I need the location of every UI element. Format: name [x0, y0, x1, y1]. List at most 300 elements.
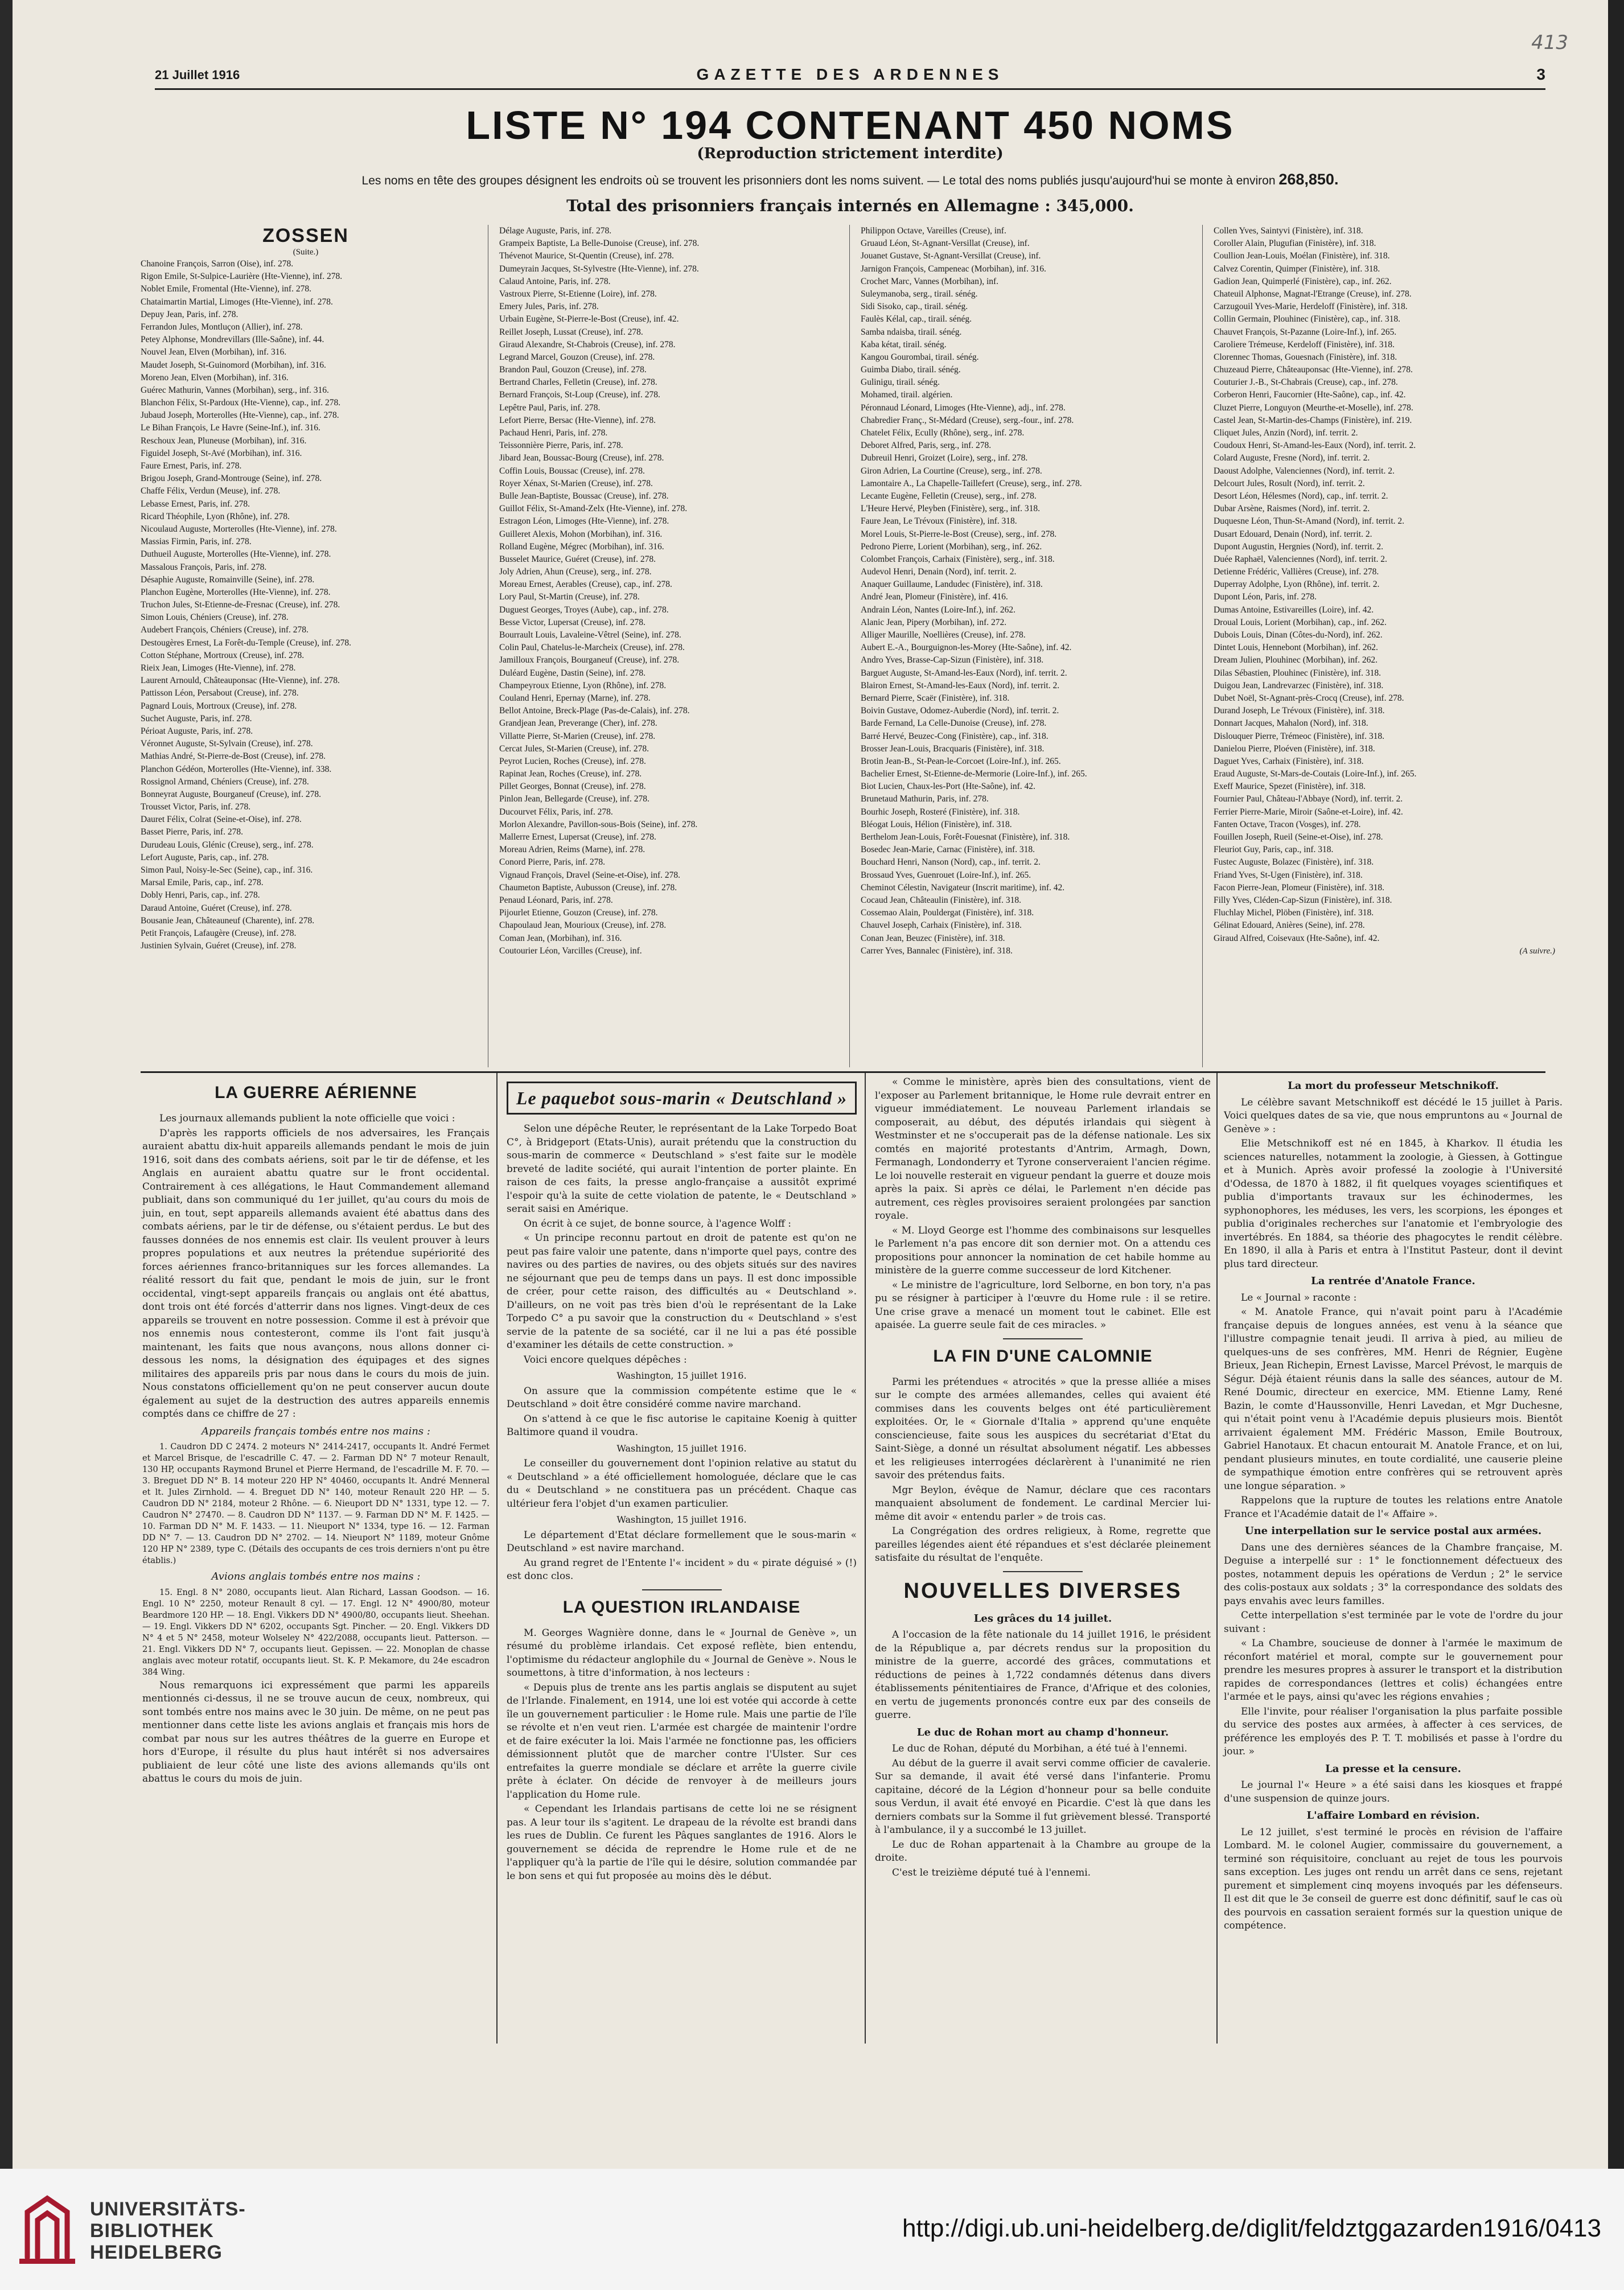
article-paragraph: Le duc de Rohan appartenait à la Chambre au groupe de la droite. — [875, 1839, 1211, 1864]
prisoner-entry: Calaud Antoine, Paris, inf. 278. — [499, 276, 611, 286]
prisoner-entry: Berthelom Jean-Louis, Forêt-Fouesnat (Finistère), inf. 318. — [861, 832, 1070, 842]
scan-edge-right — [1608, 0, 1624, 2169]
article-subheading: La mort du professeur Metschnikoff. — [1288, 1080, 1499, 1092]
prisoner-entry: Faure Jean, Le Trévoux (Finistère), inf. 318. — [861, 516, 1017, 527]
prisoner-entry: Bourhic Joseph, Rosteré (Finistère), inf. 318. — [861, 807, 1020, 817]
prisoner-entry: Bléogat Louis, Hélion (Finistère), inf. 318. — [861, 819, 1012, 829]
prisoner-entry: Bellot Antoine, Breck-Plage (Pas-de-Calais), inf. 278. — [499, 706, 690, 716]
article-subheading: Avions anglais tombés entre nos mains : — [211, 1570, 421, 1582]
prisoner-entry: Jamilloux François, Bourganeuf (Creuse), inf. 278. — [499, 655, 680, 665]
article-paragraph: Au grand regret de l'Entente l'« incident » du « pirate déguisé » (!) est donc clos. — [507, 1557, 857, 1582]
prisoner-entry: Cercat Jules, St-Marien (Creuse), inf. 278. — [499, 743, 649, 754]
prisoner-entry: Chabredier Franç., St-Médard (Creuse), serg.-four., inf. 278. — [861, 415, 1074, 425]
prisoner-entry: Chataimartin Martial, Limoges (Hte-Vienne), inf. 278. — [141, 297, 333, 307]
prisoner-entry: Massalous François, Paris, inf. 278. — [141, 562, 267, 572]
prisoner-entry: Rossignol Armand, Chéniers (Creuse), inf. 278. — [141, 776, 309, 787]
prisoner-entry: Sidi Sisoko, cap., tirail. sénég. — [861, 302, 968, 312]
prisoner-entry: Delcourt Jules, Rosult (Nord), inf. territ. 2. — [1214, 478, 1365, 488]
article-subheading: Appareils français tombés entre nos mains : — [202, 1425, 430, 1437]
article-paragraph: C'est le treizième député tué à l'ennemi. — [892, 1866, 1091, 1878]
prisoner-entry: Rolland Eugène, Mégrec (Morbihan), inf. 316. — [499, 541, 664, 552]
prisoner-entry: Barguet Auguste, St-Amand-les-Eaux (Nord), inf. territ. 2. — [861, 668, 1067, 678]
prisoner-entry: Estragon Léon, Limoges (Hte-Vienne), inf. 278. — [499, 516, 669, 527]
prisoner-entry: Friand Yves, St-Ugen (Finistère), inf. 318. — [1214, 870, 1363, 880]
prisoner-entry: Dobly Henri, Paris, cap., inf. 278. — [141, 890, 260, 901]
prisoner-entry: Duléard Eugène, Dastin (Seine), inf. 278. — [499, 668, 646, 678]
prisoner-entry: Désaphie Auguste, Romainville (Seine), inf. 278. — [141, 574, 315, 585]
prisoner-entry: Andrain Léon, Nantes (Loire-Inf.), inf. 262. — [861, 605, 1016, 615]
prisoner-entry: Marsal Emile, Paris, cap., inf. 278. — [141, 878, 264, 888]
article-paragraph: « La Chambre, soucieuse de donner à l'armée le maximum de réconfort matériel et moral, compte sur le gouvernement pour prendre les mesures propres à assurer le transport et la distribution rapides de correspondances (lettres et colis) échangées entre l'armée et le pays, ainsi qu'avec les régions envahies ; — [1224, 1638, 1563, 1703]
names-column-3 — [861, 225, 1185, 957]
prisoner-entry: Dubet Noël, St-Agnant-près-Crocq (Creuse), inf. 278. — [1214, 693, 1404, 703]
prisoner-entry: Daguet Yves, Carhaix (Finistère), inf. 318. — [1214, 756, 1364, 766]
prisoner-entry: Chaffe Félix, Verdun (Meuse), inf. 278. — [141, 486, 281, 496]
article-paragraph: « Depuis plus de trente ans les partis anglais se disputent au sujet de l'Irlande. Finalement, en 1914, une loi est votée qui accorde à cette île un gouvernement particulier : le Home rule. Mais une partie de l'île se révolte et n'en veut rien. L'armée est chargée de maintenir l'ordre et de faire exécuter la loi. Mais l'armée ne fonctionne pas, les officiers démissionnent plutôt que de marcher contre l'Ulster. Sur ces entrefaites la guerre mondiale se déclare et arrête la guerre civile prête à éclater. On décide de renvoyer à de meilleurs jours l'application du Home rule. — [507, 1681, 857, 1800]
prisoner-entry: Brandon Paul, Gouzon (Creuse), inf. 278. — [499, 365, 647, 375]
prisoner-entry: Bouchard Henri, Nanson (Nord), cap., inf. territ. 2. — [861, 857, 1041, 868]
camp-heading: ZOSSEN — [262, 225, 349, 246]
prisoner-entry: Depuy Jean, Paris, inf. 278. — [141, 309, 239, 319]
prisoner-entry: Brossaud Yves, Guenrouet (Loire-Inf.), inf. 265. — [861, 870, 1031, 880]
prisoner-entry: Noblet Emile, Fromental (Hte-Vienne), inf. 278. — [141, 284, 311, 294]
prisoner-entry: Rieix Jean, Limoges (Hte-Vienne), inf. 278. — [141, 663, 296, 673]
prisoner-entry: Cossemao Alain, Pouldergat (Finistère), inf. 318. — [861, 908, 1034, 918]
article-paragraph: Le 12 juillet, s'est terminé le procès en révision de l'affaire Lombard. M. le colonel Augier, commissaire du gouvernement, a terminé son réquisitoire, concluant au rejet de tous les pourvois sans exception. Les juges ont rendu un arrêt dans ce sens, rejetant purement et simplement cinq moyens invoqués par les défenseurs. Il est dit que le 3e conseil de guerre est donc définitif, sauf le cas où des pourvois en cassation seraient formés sur la question unique de compétence. — [1224, 1826, 1563, 1931]
names-list — [499, 225, 818, 957]
dateline: Washington, 15 juillet 1916. — [616, 1370, 747, 1381]
separator — [642, 1589, 722, 1590]
prisoner-entry: Guilleret Alexis, Mohon (Morbihan), inf. 316. — [499, 529, 663, 539]
prisoner-entry: Lebasse Ernest, Paris, inf. 278. — [141, 499, 250, 509]
article-paragraph: Le « Journal » raconte : — [1241, 1292, 1357, 1304]
library-name-line: BIBLIOTHEK — [90, 2220, 214, 2242]
prisoner-entry: Duquesne Léon, Thun-St-Amand (Nord), inf. territ. 2. — [1214, 516, 1405, 527]
prisoner-entry: Duigou Jean, Landrevarzec (Finistère), inf. 318. — [1214, 680, 1384, 690]
article-paragraph: Elle l'invite, pour réaliser l'organisation la plus parfaite possible du service des postes aux armées, à affecter à ces services, de préférence les employés des P. T. T. mobilisés et passe à l'ordre du jour. » — [1224, 1705, 1563, 1757]
article-paragraph: A l'occasion de la fête nationale du 14 juillet 1916, le président de la République a, par décrets rendus sur la proposition du ministre de la guerre, accordé des grâces, commutations et réductions de peines à 1,722 condamnés détenus dans divers établissements pénitentiaires de France, d'Afrique et des colonies, en vertu de jugements prononcés contre eux par des conseils de guerre. — [875, 1629, 1211, 1721]
prisoner-entry: Biot Lucien, Chaux-les-Port (Hte-Saône), inf. 42. — [861, 782, 1035, 792]
dateline: Washington, 15 juillet 1916. — [616, 1514, 747, 1525]
prisoner-entry: Délage Auguste, Paris, inf. 278. — [499, 226, 612, 236]
prisoner-entry: Mallerre Ernest, Lupersat (Creuse), inf. 278. — [499, 832, 656, 842]
list-title: LISTE N° 194 CONTENANT 450 NOMS — [466, 103, 1235, 147]
prisoner-entry: Duguest Georges, Troyes (Aube), cap., inf. 278. — [499, 605, 669, 615]
prisoner-entry: Champeyroux Etienne, Lyon (Rhône), inf. 278. — [499, 680, 667, 690]
article-guerre-aerienne — [142, 1076, 490, 1787]
prisoner-entry: Eraud Auguste, St-Mars-de-Coutais (Loire-Inf.), inf. 265. — [1214, 769, 1417, 779]
article-paragraph: Le journal l'« Heure » a été saisi dans les kiosques et frappé d'une suspension de quinze jours. — [1224, 1779, 1563, 1804]
prisoner-entry: Destougères Ernest, La Forêt-du-Temple (Creuse), inf. 278. — [141, 638, 351, 648]
prisoner-entry: Mohamed, tirail. algérien. — [861, 390, 953, 400]
prisoner-entry: Lamontaire A., La Chapelle-Taillefert (Creuse), serg., inf. 278. — [861, 478, 1082, 488]
prisoner-entry: Bernard François, St-Loup (Creuse), inf. 278. — [499, 390, 660, 400]
article-subheading: Le duc de Rohan mort au champ d'honneur. — [916, 1726, 1169, 1738]
article-paragraph: Elie Metschnikoff est né en 1845, à Kharkov. Il étudia les sciences naturelles, notamment la zoologie, à Giessen, à Gottingue et à Munich. Après avoir professé la zoologie à l'Université d'Odessa, de 1870 à 1882, il fit quelques voyages scientifiques et publia d'importants travaux sur les échinodermes, les syphonophores, les méduses, les vers, les scorpions, les éponges et publia d'originales recherches sur l'anatomie et l'embryologie des invertébrés. En 1884, sa théorie des phagocytes le rendit célèbre. En 1890, il alla à Paris et entra à l'Institut Pasteur, dont il devint plus tard directeur. — [1224, 1138, 1563, 1270]
column-rule — [849, 225, 850, 1067]
column-rule — [1216, 1073, 1218, 2044]
article-headline: LA FIN D'UNE CALOMNIE — [933, 1346, 1153, 1366]
prisoner-entry: Dislouquer Pierre, Trémeoc (Finistère), inf. 318. — [1214, 731, 1385, 741]
prisoner-entry: Collen Yves, Saintyvi (Finistère), inf. 318. — [1214, 226, 1363, 236]
article-paragraph: Mgr Beylon, évêque de Namur, déclare que ces racontars manquaient absolument de fondement. Le cardinal Mercier lui-même dit avoir « entendu parler » de trois cas. — [875, 1484, 1211, 1523]
prisoner-entry: Deboret Alfred, Paris, serg., inf. 278. — [861, 441, 992, 451]
prisoner-entry: Couland Henri, Epernay (Marne), inf. 278. — [499, 693, 651, 703]
article-paragraph: Nous remarquons ici expressément que parmi les appareils mentionnés ci-dessus, il ne se trouve aucun de ceux, nombreux, qui sont tombés entre nos mains avec le 30 juin. De même, on ne peut pas mentionner dans cette liste les avions anglais et français mis hors de combat par nous sur les autres théâtres de la guerre en Europe et hors d'Europe, il résulte du plus haut intérêt si nos adversaires publiaient de leur côté une liste des avions allemands qu'ils ont abattus le cours du mois de juin. — [142, 1679, 490, 1785]
prisoner-entry: Bulle Jean-Baptiste, Boussac (Creuse), inf. 278. — [499, 491, 669, 501]
prisoner-entry: Villatte Pierre, St-Marien (Creuse), inf. 278. — [499, 731, 656, 741]
prisoner-entry: Guimba Diabo, tirail. sénég. — [861, 365, 961, 375]
article-paragraph: Le conseiller du gouvernement dont l'opinion relative au statut du « Deutschland » a été officiellement homologuée, déclare que le cas du « Deutschland » ne constituera pas un précédent. Chaque cas ultérieur fera l'objet d'un examen particulier. — [507, 1458, 857, 1510]
prisoner-entry: Colin Paul, Chatelus-le-Marcheix (Creuse), inf. 278. — [499, 643, 685, 653]
prisoner-entry: Nicoulaud Auguste, Morterolles (Hte-Vienne), inf. 278. — [141, 524, 337, 534]
article-paragraph: « M. Anatole France, qui n'avait point paru à l'Académie française depuis de longues années, est venu à la séance que l'illustre compagnie tenait jeudi. Il arriva à pied, au milieu de quelques-uns de ses confrères, MM. Henri de Régnier, Eugène Brieux, Jean Richepin, Ernest Lavisse, Marcel Prévost, le marquis de Ségur. Déjà étaient réunis dans la salle des séances, autour de M. René Doumic, directeur en exercice, MM. Etienne Lamy, René Bazin, le comte d'Haussonville, Henri Lavedan, et Mgr Duchesne, qui n'était point venu à l'Académie depuis plusieurs mois. Bientôt arrivaient également MM. Frédéric Masson, Emile Boutroux, Gabriel Hanotaux. Et chacun entourait M. Anatole France, et on lui, pendant plusieurs minutes, en toute cordialité, une causerie pleine de sympathique émotion entre confrères qui se retrouvent après une longue séparation. » — [1224, 1306, 1563, 1492]
prisoner-entry: Danielou Pierre, Ploéven (Finistère), inf. 318. — [1214, 743, 1375, 754]
prisoner-entry: Cotton Stéphane, Mortroux (Creuse), inf. 278. — [141, 650, 305, 660]
prisoner-entry: Fournier Paul, Château-l'Abbaye (Nord), inf. territ. 2. — [1214, 794, 1403, 804]
prisoner-entry: Alanic Jean, Pipery (Morbihan), inf. 272. — [861, 617, 1007, 627]
prisoner-entry: Conord Pierre, Paris, inf. 278. — [499, 857, 605, 868]
prisoner-entry: Kangou Gourombai, tirail. sénég. — [861, 352, 979, 362]
article-paragraph: Parmi les prétendues « atrocités » que la presse alliée a mises sur le compte des armées allemandes, celles qui avaient été commises dans les couvents belges ont été particulièrement exploitées. Or, le « Giornale d'Italia » apprend qu'une enquête consciencieuse, faite sous les auspices du secrétariat d'Etat du Saint-Siège, a donné un résultat absolument négatif. Les abbesses et les religieuses interrogées déclarèrent à l'unanimité ne rien savoir des prétendus faits. — [875, 1376, 1211, 1481]
prisoner-entry: Cluzet Pierre, Longuyon (Meurthe-et-Moselle), inf. 278. — [1214, 402, 1413, 413]
prisoner-entry: Corberon Henri, Faucornier (Hte-Saône), cap., inf. 42. — [1214, 390, 1406, 400]
scan-edge-left — [0, 0, 13, 2169]
prisoner-entry: Chaumeton Baptiste, Aubusson (Creuse), inf. 278. — [499, 882, 677, 893]
article-paragraph: Le duc de Rohan, député du Morbihan, a été tué à l'ennemi. — [892, 1743, 1187, 1754]
prisoner-entry: Pillet Georges, Bonnat (Creuse), inf. 278. — [499, 782, 646, 792]
names-column-4 — [1214, 225, 1555, 957]
separator — [1003, 1571, 1083, 1572]
section-divider — [141, 1071, 1545, 1073]
prisoner-entry: Bourrault Louis, Lavaleine-Vêtrel (Seine), inf. 278. — [499, 630, 681, 640]
article-paragraph: 1. Caudron DD C 2474. 2 moteurs N° 2414-2417, occupants lt. André Fermet et Marcel Brisque, de l'escadrille C. 47. — 2. Farman DD N° 7 moteur Renault, 130 HP, occupants Raymond Brunel et Pierre Hermand, de l'escadrille M. F. 70. — 3. Breguet DD N° B. 14 moteur 220 HP N° 40460, occupants lt. André Menneral et lt. Jules Zirnhold. — 4. Breguet DD N° 140, moteur Renault 220 HP. — 5. Caudron DD N° 2184, moteur 2 Rhône. — 6. Nieuport DD N° 1331, type 12. — 7. Caudron N° 27470. — 8. Caudron DD N° 1137. — 9. Farman DD N° M. F. 1425. — 10. Farman DD N° M. F. 1433. — 11. Nieuport N° 1334, type 16. — 12. Farman DD N° 7. — 13. Caudron DD N° 2702. — 14. Nieuport N° 1189, moteur Gnôme 120 HP N° 2389, type C. (Détails des occupants de ces trois derniers n'ont pu être établis.) — [142, 1442, 490, 1565]
prisoner-entry: Droual Louis, Lorient (Morbihan), cap., inf. 262. — [1214, 617, 1387, 627]
prisoner-entry: Pinlon Jean, Bellegarde (Creuse), inf. 278. — [499, 794, 649, 804]
prisoner-entry: Daraud Antoine, Guéret (Creuse), inf. 278. — [141, 903, 292, 913]
issue-date: 21 Juillet 1916 — [155, 68, 240, 82]
prisoner-entry: Colard Auguste, Fresne (Nord), inf. territ. 2. — [1214, 453, 1370, 463]
article-paragraph: Cette interpellation s'est terminée par le vote de l'ordre du jour suivant : — [1224, 1610, 1563, 1635]
article-paragraph: « Un principe reconnu partout en droit de patente est qu'on ne peut pas faire valoir une patente, dans n'importe quel pays, contre des navires ou des parties de navires, ou des objets situés sur des navires ne séjournant que peu de temps dans un pays. Il est donc impossible de créer, pour cette raison, des difficultés au « Deutschland ». D'ailleurs, on ne voit pas très bien d'où le représentant de la Lake Torpedo C° a pu savoir que la construction du « Deutschland » s'est servie de la patente de sa société, car il ne lui a pas été possible d'examiner les détails de cette construction. » — [507, 1232, 857, 1351]
page-number: 3 — [1536, 65, 1545, 83]
prisoner-entry: Gruaud Léon, St-Agnant-Versillat (Creuse), inf. — [861, 239, 1030, 249]
prisoner-entry: Teissonnière Pierre, Paris, inf. 278. — [499, 441, 623, 451]
prisoner-entry: Anaquer Guillaume, Landudec (Finistère), inf. 318. — [861, 579, 1043, 590]
prisoner-entry: Petey Alphonse, Mondrevillars (Ille-Saône), inf. 44. — [141, 335, 324, 345]
masthead — [155, 65, 1545, 90]
prisoner-entry: Morlon Alexandre, Pavillon-sous-Bois (Seine), inf. 278. — [499, 819, 698, 829]
prisoner-entry: Joly Adrien, Ahun (Creuse), serg., inf. 278. — [499, 567, 652, 577]
prisoner-entry: Jarnigon François, Campeneac (Morbihan), inf. 316. — [861, 264, 1046, 274]
prisoner-entry: Pedrono Pierre, Lorient (Morbihan), serg., inf. 262. — [861, 541, 1042, 552]
prisoner-entry: Chauvel Joseph, Carhaix (Finistère), inf. 318. — [861, 920, 1022, 931]
prisoner-entry: Chauvet François, St-Pazanne (Loire-Inf.), inf. 265. — [1214, 327, 1397, 337]
notice-total: 268,850. — [1278, 171, 1339, 188]
prisoner-entry: Kaba kétat, tirail. sénég. — [861, 339, 947, 350]
prisoner-entry: Justinien Sylvain, Guéret (Creuse), inf. 278. — [141, 941, 297, 951]
list-notice — [155, 171, 1545, 188]
prisoner-entry: Clorennec Thomas, Gouesnach (Finistère), inf. 318. — [1214, 352, 1397, 362]
prisoner-entry: Fouillen Joseph, Rueil (Seine-et-Oise), inf. 278. — [1214, 832, 1383, 842]
article-paragraph: « M. Lloyd George est l'homme des combinaisons sur lesquelles le Parlement n'a pas encore dit son dernier mot. On a attendu ces propositions pour annoncer la nomination de cet habile homme au ministère de la guerre comme successeur de lord Kitchener. — [875, 1224, 1211, 1276]
prisoner-entry: Audevol Henri, Denain (Nord), inf. territ. 2. — [861, 567, 1017, 577]
prisoner-entry: Dupont Léon, Paris, inf. 278. — [1214, 592, 1317, 602]
prisoner-entry: Grampeix Baptiste, La Belle-Dunoise (Creuse), inf. 278. — [499, 239, 700, 249]
prisoner-entry: Suleymanoba, serg., tirail. sénég. — [861, 289, 978, 299]
names-column-2 — [499, 225, 818, 957]
notice-text: Les noms en tête des groupes désignent les endroits où se trouvent les prisonniers dont les noms suivent. — Le total des noms publiés jusqu'aujourd'hui se monte à environ — [361, 174, 1276, 187]
prisoner-entry: Péronnaud Léonard, Limoges (Hte-Vienne), adj., inf. 278. — [861, 402, 1066, 413]
prisoner-entry: Royer Xénax, St-Marien (Creuse), inf. 278. — [499, 478, 653, 488]
prisoner-entry: Lepêtre Paul, Paris, inf. 278. — [499, 402, 601, 413]
prisoner-entry: Simon Louis, Chéniers (Creuse), inf. 278. — [141, 612, 289, 623]
prisoner-entry: Fleuriot Guy, Paris, cap., inf. 318. — [1214, 845, 1334, 855]
prisoner-entry: Dubar Arsène, Raismes (Nord), inf. territ. 2. — [1214, 504, 1370, 514]
prisoner-entry: Dubreuil Henri, Groizet (Loire), serg., inf. 278. — [861, 453, 1028, 463]
library-name-line: UNIVERSITÄTS- — [90, 2198, 246, 2220]
prisoner-entry: Gulinigu, tirail. sénég. — [861, 377, 940, 388]
prisoner-entry: Bousanie Jean, Châteauneuf (Charente), inf. 278. — [141, 915, 315, 926]
prisoner-entry: Crochet Marc, Vannes (Morbihan), inf. — [861, 276, 999, 286]
article-subheading: Les grâces du 14 juillet. — [973, 1612, 1112, 1625]
prisoner-entry: Besse Victor, Lupersat (Creuse), inf. 278. — [499, 617, 646, 627]
prisoner-entry: Dubois Louis, Dinan (Côtes-du-Nord), inf. 262. — [1214, 630, 1383, 640]
prisoner-entry: Couturier J.-B., St-Chabrais (Creuse), cap., inf. 278. — [1214, 377, 1398, 388]
prisoner-entry: Emery Jules, Paris, inf. 278. — [499, 302, 599, 312]
prisoner-entry: Guérec Mathurin, Vannes (Morbihan), serg., inf. 316. — [141, 385, 329, 395]
prisoner-entry: Périoat Auguste, Paris, inf. 278. — [141, 726, 253, 736]
names-list — [1214, 225, 1555, 945]
prisoner-entry: Blairon Ernest, St-Amand-les-Eaux (Nord), inf. territ. 2. — [861, 680, 1060, 690]
prisoner-entry: Philippon Octave, Vareilles (Creuse), inf. — [861, 226, 1006, 236]
article-headline: LA QUESTION IRLANDAISE — [562, 1597, 801, 1617]
prisoner-entry: Audebert François, Chéniers (Creuse), inf. 278. — [141, 625, 309, 635]
prisoner-entry: Dumas Antoine, Estivareilles (Loire), inf. 42. — [1214, 605, 1374, 615]
prisoner-entry: Coman Jean, (Morbihan), inf. 316. — [499, 933, 622, 943]
article-paragraph: La Congrégation des ordres religieux, à Rome, regrette que pareilles légendes aient été répandues et s'est déclarée pleinement satisfaite du résultat de l'enquête. — [875, 1526, 1211, 1564]
prisoner-entry: Coullion Jean-Louis, Moélan (Finistère), inf. 318. — [1214, 251, 1390, 261]
prisoner-entry: Guillot Félix, St-Amand-Zelx (Hte-Vienne), inf. 278. — [499, 504, 688, 514]
prisoner-entry: Busselet Maurice, Guéret (Creuse), inf. 278. — [499, 554, 656, 564]
prisoner-entry: Coudoux Henri, St-Amand-les-Eaux (Nord), inf. territ. 2. — [1214, 441, 1416, 451]
prisoner-entry: Giraud Alfred, Coisevaux (Hte-Saône), inf. 42. — [1214, 933, 1380, 943]
prisoner-entry: Cheminot Célestin, Navigateur (Inscrit maritime), inf. 42. — [861, 882, 1065, 893]
prisoner-entry: Dumeyrain Jacques, St-Sylvestre (Hte-Vienne), inf. 278. — [499, 264, 699, 274]
prisoner-entry: Durand Joseph, Le Trévoux (Finistère), inf. 318. — [1214, 706, 1385, 716]
prisoner-entry: Barré Hervé, Beuzec-Cong (Finistère), cap., inf. 318. — [861, 731, 1049, 741]
prisoner-entry: Carzugouil Yves-Marie, Herdeloff (Finistère), inf. 318. — [1214, 302, 1408, 312]
prisoner-entry: Faure Ernest, Paris, inf. 278. — [141, 461, 242, 471]
prisoner-entry: Lefort Pierre, Bersac (Hte-Vienne), inf. 278. — [499, 415, 656, 425]
prisoner-entry: Petit François, Lafaugère (Creuse), inf. 278. — [141, 928, 297, 938]
prisoner-entry: Duée Raphaël, Valenciennes (Nord), inf. territ. 2. — [1214, 554, 1387, 564]
prisoner-entry: Detienne Frédéric, Vallières (Creuse), inf. 278. — [1214, 567, 1379, 577]
prisoner-entry: Lefort Auguste, Paris, cap., inf. 278. — [141, 852, 269, 862]
prisoner-entry: Giraud Alexandre, St-Chabrois (Creuse), inf. 278. — [499, 339, 676, 350]
prisoner-entry: Grandjean Jean, Preverange (Cher), inf. 278. — [499, 718, 657, 729]
library-name — [90, 2198, 246, 2263]
prisoner-entry: Legrand Marcel, Gouzon (Creuse), inf. 278. — [499, 352, 655, 362]
article-subheading: L'affaire Lombard en révision. — [1306, 1810, 1480, 1822]
prisoner-entry: Durudeau Louis, Glénic (Creuse), serg., inf. 278. — [141, 840, 314, 850]
prisoner-entry: Carrer Yves, Bannalec (Finistère), inf. 318. — [861, 945, 1013, 956]
article-headline: Le paquebot sous-marin « Deutschland » — [507, 1082, 857, 1115]
prisoner-entry: Moreno Jean, Elven (Morbihan), inf. 316. — [141, 372, 289, 383]
continued-marker: (Suite.) — [293, 248, 319, 257]
prisoner-entry: Le Bihan François, Le Havre (Seine-Inf.), inf. 316. — [141, 423, 320, 433]
prisoner-entry: Pagnard Louis, Mortroux (Creuse), inf. 278. — [141, 701, 297, 711]
prisoner-entry: Gélinat Edouard, Anières (Seine), inf. 278. — [1214, 920, 1365, 931]
prisoner-entry: Jubaud Joseph, Morterolles (Hte-Vienne), cap., inf. 278. — [141, 410, 339, 421]
prisoner-entry: Suchet Auguste, Paris, inf. 278. — [141, 713, 252, 723]
prisoner-entry: Andro Yves, Brasse-Cap-Sizun (Finistère), inf. 318. — [861, 655, 1044, 665]
dateline: Washington, 15 juillet 1916. — [616, 1442, 747, 1454]
names-list — [861, 225, 1185, 957]
prisoner-entry: Faulès Kélal, cap., tirail. sénég. — [861, 314, 972, 324]
prisoner-entry: Chatelet Félix, Ecully (Rhône), serg., inf. 278. — [861, 428, 1025, 438]
prisoner-entry: Fustec Auguste, Bolazec (Finistère), inf. 318. — [1214, 857, 1374, 868]
prisoner-entry: Cocaud Jean, Châteaulin (Finistère), inf. 318. — [861, 895, 1021, 905]
prisoner-entry: Dilas Sébastien, Plouhinec (Finistère), inf. 318. — [1214, 668, 1382, 678]
column-rule — [1202, 225, 1203, 1067]
prisoner-entry: Aubert E.-A., Bourguignon-les-Morey (Hte-Saône), inf. 42. — [861, 643, 1072, 653]
list-subtitle: (Reproduction strictement interdite) — [697, 145, 1004, 162]
prisoner-entry: Planchon Eugène, Morterolles (Hte-Vienne), inf. 278. — [141, 587, 331, 597]
prisoner-entry: Bertrand Charles, Felletin (Creuse), inf. 278. — [499, 377, 657, 388]
prisoner-entry: Mathias André, St-Pierre-de-Bost (Creuse), inf. 278. — [141, 751, 326, 762]
prisoner-entry: Dupont Augustin, Hergnies (Nord), inf. territ. 2. — [1214, 541, 1384, 552]
prisoner-entry: Truchon Jules, St-Etienne-de-Fresnac (Creuse), inf. 278. — [141, 600, 340, 610]
prisoner-entry: Fluchlay Michel, Plöben (Finistère), inf. 318. — [1214, 908, 1374, 918]
prisoner-entry: Basset Pierre, Paris, inf. 278. — [141, 827, 243, 837]
prisoner-entry: Bosedec Jean-Marie, Carnac (Finistère), inf. 318. — [861, 845, 1035, 855]
article-paragraph: « Cependant les Irlandais partisans de cette loi ne se résignent pas. A leur tour ils s'agitent. Le drapeau de la révolte est brandi dans les rues de Dublin. Ce furent les Pâques sanglantes de 1916. Alors le gouvernement se décida de reprendre le Home rule et de ne l'appliquer qu'à la partie de l'île qui le désire, solution commandée par le bon sens et qui fut proposée au moins dès le début. — [507, 1803, 857, 1882]
handwritten-page-number: 413 — [1531, 31, 1568, 54]
university-library-logo-icon — [16, 2190, 79, 2266]
prisoner-entry: Desort Léon, Hélesmes (Nord), cap., inf. territ. 2. — [1214, 491, 1388, 501]
prisoner-entry: Bachelier Ernest, St-Etienne-de-Mermorie (Loire-Inf.), inf. 265. — [861, 769, 1087, 779]
article-paragraph: On s'attend à ce que le fisc autorise le capitaine Koenig à quitter Baltimore quand il voudra. — [507, 1413, 857, 1438]
article-paragraph: D'après les rapports officiels de nos adversaires, les Français auraient abattu dix-huit appareils allemands pendant le mois de juin 1916, soit dans des combats aériens, soit par le tir de défense, et les Anglais en auraient abattu quatre sur le front occidental. Contrairement à ces allégations, le Haut Commandement allemand publiait, dans son communiqué du 1er juillet, qu'au cours du mois de juin, en tout, sept appareils allemands avaient été abattus dans des combats aériens, par le tir de défense, ou s'étaient perdus. Le but des fausses données de nos ennemis est clair. Ils veulent prouver à leurs propres populations et aux neutres la prétendue supériorité des forces aériennes franco-britanniques sur les forces allemandes. La réalité ressort du fait que, pendant le mois de juin, sur le front occidental, vingt-sept appareils français ou anglais ont été abattus, dont trois ont été forcés d'atterrir dans nos lignes. Vingt-deux de ces appareils se trouvent en notre possession. Comme il est à prévoir que nos ennemis nous contesteront, comme ils l'ont fait jusqu'à maintenant, les faits que nous avançons, nous allons donner ci-dessous les noms, la désignation des équipages et des signes militaires des appareils pris par nous dans le cours du mois de juin. Nous constatons officiellement qu'on ne peut conserver aucun doute également au sujet de la destruction des autres appareils ennemis comptés dans ce chiffre de 27 : — [142, 1127, 490, 1420]
prisoner-entry: Samba ndaisba, tirail. sénég. — [861, 327, 962, 337]
prisoner-entry: Jouanet Gustave, St-Agnant-Versillat (Creuse), inf. — [861, 251, 1041, 261]
prisoner-entry: Pachaud Henri, Paris, inf. 278. — [499, 428, 608, 438]
article-paragraph: Les journaux allemands publient la note officielle que voici : — [159, 1113, 455, 1124]
prisoner-entry: Facon Pierre-Jean, Plomeur (Finistère), inf. 318. — [1214, 882, 1385, 893]
prisoner-entry: Filly Yves, Cléden-Cap-Sizun (Finistère), inf. 318. — [1214, 895, 1392, 905]
article-paragraph: Le département d'Etat déclare formellement que le sous-marin « Deutschland » est navire marchand. — [507, 1529, 857, 1554]
prisoner-entry: Brosser Jean-Louis, Bracquaris (Finistère), inf. 318. — [861, 743, 1045, 754]
prisoner-entry: Brunetaud Mathurin, Paris, inf. 278. — [861, 794, 989, 804]
prisoner-entry: Reillet Joseph, Lussat (Creuse), inf. 278. — [499, 327, 643, 337]
prisoner-entry: Chanoine François, Sarron (Oise), inf. 278. — [141, 259, 294, 269]
prisoner-entry: Gadion Jean, Quimperlé (Finistère), cap., inf. 262. — [1214, 276, 1392, 286]
prisoner-entry: Coffin Louis, Boussac (Creuse), inf. 278. — [499, 466, 645, 476]
prisoner-entry: Dusart Edouard, Denain (Nord), inf. territ. 2. — [1214, 529, 1372, 539]
article-paragraph: Le célèbre savant Metschnikoff est décédé le 15 juillet à Paris. Voici quelques dates de sa vie, que nous empruntons au « Journal de Genève » : — [1224, 1096, 1563, 1135]
prisoner-entry: Brotin Jean-B., St-Pean-le-Corcoet (Loire-Inf.), inf. 265. — [861, 756, 1061, 766]
article-paragraph: 15. Engl. 8 N° 2080, occupants lieut. Alan Richard, Lassan Goodson. — 16. Engl. 10 N° 2250, moteur Renault 8 cyl. — 17. Engl. 12 N° 4900/80, moteur Beardmore 120 HP. — 18. Engl. Vikkers DD N° 4900/80, occupants lieut. Sheehan. — 19. Engl. Vikkers DD N° 6202, occupants Sgt. Pincher. — 20. Engl. Vikkers DD N° 4 et 5 N° 2458, moteur Wolseley N° 422/2088, occupants lieut. Patterson. — 21. Engl. Vikkers DD N° 7, occupants lieut. Gepissen. — 22. Monoplan de chasse anglais avec moteur rotatif, occupants lieut. St. K. P. Mekamore, du 24e escadron 384 Wing. — [142, 1588, 490, 1677]
article-paragraph: « Comme le ministère, après bien des consultations, vient de l'exposer au Parlement britannique, le Home rule devrait entrer en vigueur immédiatement. Le nouveau Parlement irlandais se composerait, au début, des députés irlandais qui siègent à Westminster et ne s'occuperait pas de la défense nationale. Les six comtés en majorité protestants d'Antrim, Armagh, Down, Fermanagh, Londonderry et Tyrone conserveraient l'ancien régime. Le loi nouvelle resterait en vigueur pendant la guerre et douze mois après la paix. Si après ce délai, le Parlement n'en décide pas autrement, ces règles provisoires seraient prolongées par sanction royale. — [875, 1076, 1211, 1222]
prisoner-entry: Chapoulaud Jean, Mourioux (Creuse), inf. 278. — [499, 920, 667, 931]
names-list — [141, 258, 471, 952]
prisoner-entry: Cliquet Jules, Anzin (Nord), inf. territ. 2. — [1214, 428, 1358, 438]
prisoner-entry: Daoust Adolphe, Valenciennes (Nord), inf. territ. 2. — [1214, 466, 1395, 476]
prisoner-entry: Rapinat Jean, Roches (Creuse), inf. 278. — [499, 769, 642, 779]
article-column-news — [1224, 1076, 1563, 1934]
prisoner-entry: Moreau Adrien, Reims (Marne), inf. 278. — [499, 845, 646, 855]
prisoner-entry: Coroller Alain, Plugufian (Finistère), inf. 318. — [1214, 239, 1376, 249]
prisoner-entry: Laurent Arnould, Châteauponsac (Hte-Vienne), inf. 278. — [141, 676, 340, 686]
article-paragraph: Au début de la guerre il avait servi comme officier de cavalerie. Sur sa demande, il avait été versé dans l'infanterie. Promu capitaine, décoré de la Légion d'honneur pour sa belle conduite sous Verdun, il avait été envoyé en Picardie. C'est là que dans les derniers combats sur la Somme il fut grièvement blessé. Transporté à l'ambulance, il y a succombé le 13 juillet. — [875, 1757, 1211, 1836]
prisoner-entry: Lory Paul, St-Martin (Creuse), inf. 278. — [499, 592, 640, 602]
source-url-link[interactable]: http://digi.ub.uni-heidelberg.de/diglit/feldztggazarden1916/0413 — [902, 2214, 1601, 2242]
prisoner-entry: Conan Jean, Beuzec (Finistère), inf. 318. — [861, 933, 1005, 943]
article-paragraph: On assure que la commission compétente estime que le « Deutschland » doit être considéré comme navire marchand. — [507, 1385, 857, 1410]
prisoner-entry: Brigou Joseph, Grand-Montrouge (Seine), inf. 278. — [141, 474, 322, 484]
prisoner-entry: Coutourier Léon, Varcilles (Creuse), inf. — [499, 945, 642, 956]
prisoner-entry: Blanchon Félix, St-Pardoux (Hte-Vienne), cap., inf. 278. — [141, 398, 341, 408]
prisoner-entry: Maudet Joseph, St-Guinomord (Morbihan), inf. 316. — [141, 360, 326, 370]
article-irlande-suite — [875, 1076, 1211, 1881]
prisoner-entry: Ricard Théophile, Lyon (Rhône), inf. 278. — [141, 511, 290, 521]
prisoner-entry: Bernard Pierre, Scaër (Finistère), inf. 318. — [861, 693, 1010, 703]
separator — [1003, 1338, 1083, 1339]
prisoner-entry: Chateuil Alphonse, Magnat-l'Etrange (Creuse), inf. 278. — [1214, 289, 1412, 299]
prisoner-entry: Exeff Maurice, Spezet (Finistère), inf. 318. — [1214, 782, 1366, 792]
total-interned: Total des prisonniers français internés en Allemagne : 345,000. — [566, 196, 1134, 215]
article-headline: LA GUERRE AÉRIENNE — [215, 1083, 417, 1102]
prisoner-entry: Ferrandon Jules, Montluçon (Allier), inf. 278. — [141, 322, 303, 332]
prisoner-entry: Vignaud François, Dravel (Seine-et-Oise), inf. 278. — [499, 870, 681, 880]
prisoner-entry: Chuzeaud Pierre, Châteauponsac (Hte-Vienne), inf. 278. — [1214, 365, 1413, 375]
prisoner-entry: Duthueil Auguste, Morterolles (Hte-Vienne), inf. 278. — [141, 549, 331, 560]
prisoner-entry: Jibard Jean, Boussac-Bourg (Creuse), inf. 278. — [499, 453, 664, 463]
prisoner-entry: Duperray Adolphe, Lyon (Rhône), inf. territ. 2. — [1214, 579, 1380, 590]
prisoner-entry: Véronnet Auguste, St-Sylvain (Creuse), inf. 278. — [141, 739, 313, 749]
prisoner-entry: Dauret Félix, Colrat (Seine-et-Oise), inf. 278. — [141, 815, 302, 825]
prisoner-entry: Ducourvet Félix, Paris, inf. 278. — [499, 807, 613, 817]
prisoner-entry: Urbain Eugène, St-Pierre-le-Bost (Creuse), inf. 42. — [499, 314, 679, 324]
prisoner-entry: Dream Julien, Plouhinec (Morbihan), inf. 262. — [1214, 655, 1378, 665]
prisoner-entry: Fanten Octave, Tracon (Vosges), inf. 278. — [1214, 819, 1361, 829]
prisoner-entry: Barde Fernand, La Celle-Dunoise (Creuse), inf. 278. — [861, 718, 1047, 729]
article-paragraph: « Le ministre de l'agriculture, lord Selborne, en bon tory, n'a pas pu se résigner à participer à l'œuvre du Home rule : il se retire. Une crise grave a menacé un moment tout le cabinet. Elle est apaisée. La guerre seule fait de ces miracles. » — [875, 1279, 1211, 1331]
library-footer — [0, 2169, 1624, 2290]
article-paragraph: Selon une dépêche Reuter, le représentant de la Lake Torpedo Boat C°, à Bridgeport (Etats-Unis), aurait prétendu que la construction du sous-marin de commerce « Deutschland » s'est faite sur le modèle breveté de ladite société, qui aurait l'intention de porter plainte. En raison de ces faits, la presse anglo-française a aussitôt exprimé l'espoir qu'à la suite de cette violation de patente, le « Deutschland » serait saisi en Amérique. — [507, 1123, 857, 1215]
prisoner-entry: Donnart Jacques, Mahalon (Nord), inf. 318. — [1214, 718, 1368, 729]
prisoner-entry: Dintet Louis, Hennebont (Morbihan), inf. 262. — [1214, 643, 1378, 653]
prisoner-entry: Simon Paul, Noisy-le-Sec (Seine), cap., inf. 316. — [141, 865, 313, 875]
article-paragraph: On écrit à ce sujet, de bonne source, à l'agence Wolff : — [524, 1218, 791, 1230]
prisoner-entry: Rigon Emile, St-Sulpice-Laurière (Hte-Vienne), inf. 278. — [141, 272, 343, 282]
article-headline: NOUVELLES DIVERSES — [903, 1578, 1182, 1603]
column-rule — [865, 1073, 866, 2044]
prisoner-entry: Morel Louis, St-Pierre-le-Bost (Creuse), serg., inf. 278. — [861, 529, 1057, 539]
prisoner-entry: Lecante Eugène, Felletin (Creuse), serg., inf. 278. — [861, 491, 1037, 501]
article-subheading: Une interpellation sur le service postal aux armées. — [1244, 1525, 1542, 1537]
prisoner-entry: Pattisson Léon, Persabout (Creuse), inf. 278. — [141, 688, 299, 698]
prisoner-entry: Vastroux Pierre, St-Etienne (Loire), inf. 278. — [499, 289, 657, 299]
prisoner-entry: Colombet François, Carhaix (Finistère), serg., inf. 318. — [861, 554, 1055, 564]
prisoner-entry: Giron Adrien, La Courtine (Creuse), serg., inf. 278. — [861, 466, 1042, 476]
prisoner-entry: Penaud Léonard, Paris, inf. 278. — [499, 895, 613, 905]
prisoner-entry: Peyrot Lucien, Roches (Creuse), inf. 278. — [499, 756, 646, 766]
prisoner-entry: Ferrier Pierre-Marie, Miroir (Saône-et-Loire), inf. 42. — [1214, 807, 1403, 817]
prisoner-entry: Thévenot Maurice, St-Quentin (Creuse), inf. 278. — [499, 251, 674, 261]
prisoner-entry: L'Heure Hervé, Pleyben (Finistère), serg., inf. 318. — [861, 504, 1041, 514]
